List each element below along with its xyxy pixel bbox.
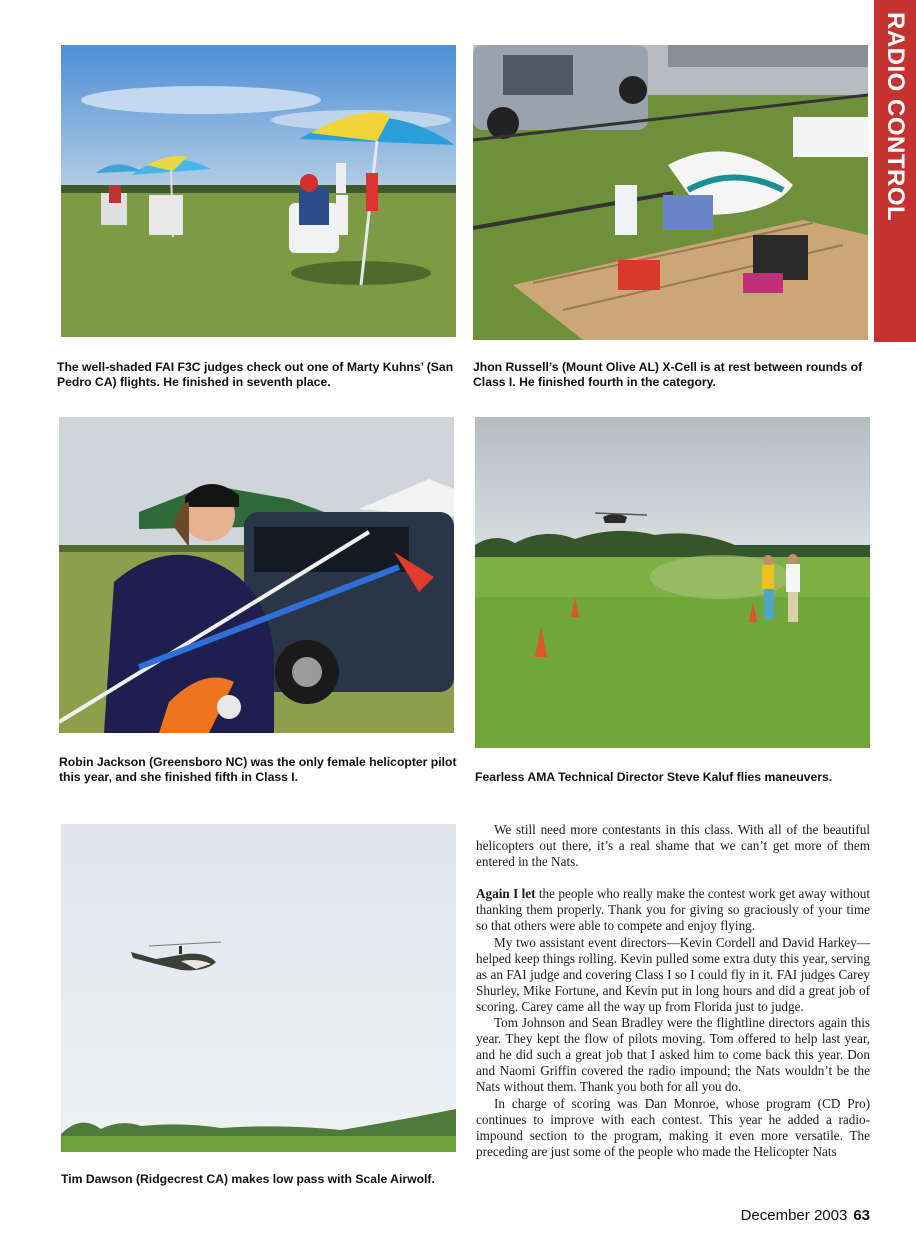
folio-date: December 2003 — [740, 1207, 848, 1224]
photo-robin-jackson — [59, 417, 454, 733]
article-paragraph: Tom Johnson and Sean Bradley were the flightline directors again this year. They kept the flow of pilots moving. Tom offered to help last year, and he did such a great job that I asked him to come back this year. Don and Naomi Griffin covered the radio impound; the Nats wouldn’t be the Nats without them. Thank you both for all you do. — [476, 1015, 870, 1095]
photo-xcell — [473, 45, 868, 340]
section-tab — [874, 0, 916, 342]
photo-steve-kaluf — [475, 417, 870, 748]
article-body — [476, 822, 870, 1160]
article-paragraph: We still need more contestants in this class. With all of the beautiful helicopters out there, it’s a real shame that we can’t get more of them entered in the Nats. — [476, 822, 870, 870]
caption-robin-jackson: Robin Jackson (Greensboro NC) was the only female helicopter pilot this year, and she finished fifth in Class I. — [59, 755, 457, 784]
article-paragraph: My two assistant event directors—Kevin Cordell and David Harkey—helped keep things rolling. Kevin pulled some extra duty this year, serving as an FAI judge and covering Class I so I could fly in it. FAI judges Carey Shurley, Mike Fortune, and Kevin put in long hours and did a great job of scoring. Carey came all the way up from Florida just to judge. — [476, 934, 870, 1014]
caption-judges: The well-shaded FAI F3C judges check out one of Marty Kuhns’ (San Pedro CA) flights. He finished in seventh place. — [57, 360, 454, 389]
photo-judges — [61, 45, 456, 337]
caption-steve-kaluf: Fearless AMA Technical Director Steve Kaluf flies maneuvers. — [475, 770, 833, 784]
page-number: 63 — [853, 1207, 870, 1224]
section-tab-label: RADIO CONTROL — [882, 12, 909, 222]
paragraph-text: the people who really make the contest work get away without thanking them properly. Thank you for giving so graciously of your time so that others were able to compete and enjoy flying. — [476, 886, 871, 934]
photo-airwolf — [61, 824, 456, 1152]
paragraph-lead-in: Again I let — [476, 886, 536, 902]
page-folio — [741, 1207, 870, 1224]
article-paragraph — [476, 886, 870, 934]
caption-xcell: Jhon Russell’s (Mount Olive AL) X-Cell is at rest between rounds of Class I. He finished fourth in the category. — [473, 360, 863, 389]
article-paragraph: In charge of scoring was Dan Monroe, whose program (CD Pro) continues to improve with each contest. This year he added a radio-impound section to the program, making it even more versatile. The preceding are just some of the people who made the Helicopter Nats — [476, 1095, 870, 1159]
caption-airwolf: Tim Dawson (Ridgecrest CA) makes low pass with Scale Airwolf. — [61, 1172, 435, 1186]
